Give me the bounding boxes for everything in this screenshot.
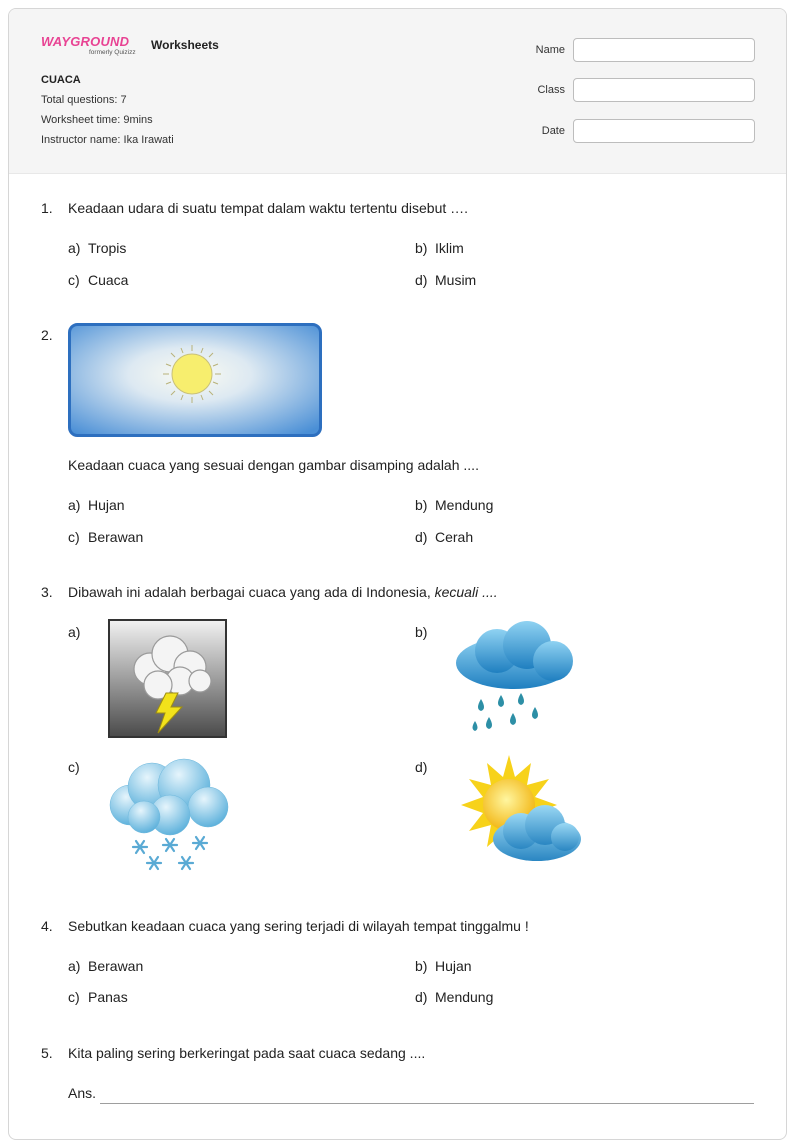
option-a[interactable]	[68, 497, 125, 513]
option-letter: c)	[68, 989, 80, 1005]
option-letter: b)	[415, 497, 428, 513]
name-label: Name	[535, 44, 565, 56]
worksheet-title: CUACA	[41, 74, 81, 86]
question-text: Keadaan udara di suatu tempat dalam waktu tertentu disebut ….	[68, 200, 469, 216]
option-d[interactable]	[415, 989, 493, 1005]
option-d[interactable]	[415, 272, 476, 288]
sun-behind-cloud-icon[interactable]	[449, 755, 589, 875]
option-b[interactable]	[415, 497, 493, 513]
question-number: 5.	[41, 1045, 53, 1061]
option-a[interactable]	[68, 624, 88, 640]
option-text: Tropis	[88, 240, 127, 256]
option-text: Berawan	[88, 958, 144, 974]
option-text: Hujan	[88, 497, 125, 513]
option-letter: b)	[415, 624, 428, 640]
option-b[interactable]	[415, 240, 464, 256]
option-letter: c)	[68, 759, 80, 775]
option-letter: c)	[68, 529, 80, 545]
option-d[interactable]	[415, 759, 435, 775]
thunderstorm-icon[interactable]	[108, 619, 228, 739]
option-b[interactable]	[415, 958, 472, 974]
option-c[interactable]	[68, 759, 88, 775]
worksheet-header	[9, 9, 786, 174]
date-label: Date	[541, 125, 565, 137]
question-text: Kita paling sering berkeringat pada saat cuaca sedang ....	[68, 1045, 426, 1061]
option-b[interactable]	[415, 624, 435, 640]
option-letter: d)	[415, 529, 428, 545]
option-a[interactable]	[68, 958, 143, 974]
option-text: Cuaca	[88, 272, 129, 288]
class-label: Class	[537, 84, 565, 96]
option-text: Mendung	[435, 497, 494, 513]
option-text: Berawan	[88, 529, 144, 545]
snow-cloud-icon[interactable]	[102, 755, 234, 875]
sun-icon	[163, 345, 221, 403]
name-field[interactable]	[573, 38, 755, 62]
question-text-main: Dibawah ini adalah berbagai cuaca yang ada di Indonesia,	[68, 584, 435, 600]
question-text: Keadaan cuaca yang sesuai dengan gambar disamping adalah ....	[68, 457, 479, 473]
option-letter: d)	[415, 759, 428, 775]
option-text: Musim	[435, 272, 477, 288]
answer-label: Ans.	[68, 1085, 97, 1101]
option-letter: b)	[415, 240, 428, 256]
option-d[interactable]	[415, 529, 473, 545]
option-letter: a)	[68, 240, 81, 256]
option-a[interactable]	[68, 240, 126, 256]
date-field[interactable]	[573, 119, 755, 143]
question-number: 3.	[41, 584, 53, 600]
option-text: Mendung	[435, 989, 494, 1005]
option-text: Iklim	[435, 240, 464, 256]
logo-subtext: formerly Quizizz	[89, 49, 136, 56]
option-letter: c)	[68, 272, 80, 288]
option-letter: a)	[68, 497, 81, 513]
answer-line-input[interactable]	[100, 1103, 754, 1104]
question-text: Sebutkan keadaan cuaca yang sering terjadi di wilayah tempat tinggalmu !	[68, 918, 529, 934]
option-letter: b)	[415, 958, 428, 974]
app-name: Worksheets	[151, 38, 219, 52]
question-number: 4.	[41, 918, 53, 934]
rain-cloud-icon[interactable]	[449, 621, 589, 739]
sunny-sky-image	[68, 323, 322, 437]
question-text-emphasis: kecuali ....	[434, 584, 498, 600]
question-text	[68, 584, 498, 600]
class-field[interactable]	[573, 78, 755, 102]
worksheet-page	[8, 8, 787, 1140]
option-text: Panas	[88, 989, 128, 1005]
option-letter: a)	[68, 958, 81, 974]
option-letter: d)	[415, 272, 428, 288]
option-letter: a)	[68, 624, 81, 640]
instructor-name: Instructor name: Ika Irawati	[41, 134, 174, 146]
option-c[interactable]	[68, 529, 143, 545]
option-letter: d)	[415, 989, 428, 1005]
option-text: Cerah	[435, 529, 474, 545]
question-number: 1.	[41, 200, 53, 216]
logo-wordmark: WAYGROUND	[41, 34, 130, 49]
total-questions: Total questions: 7	[41, 94, 127, 106]
question-number: 2.	[41, 327, 53, 343]
option-c[interactable]	[68, 272, 128, 288]
worksheet-time: Worksheet time: 9mins	[41, 114, 153, 126]
option-text: Hujan	[435, 958, 472, 974]
option-c[interactable]	[68, 989, 128, 1005]
wayground-logo	[41, 33, 145, 56]
